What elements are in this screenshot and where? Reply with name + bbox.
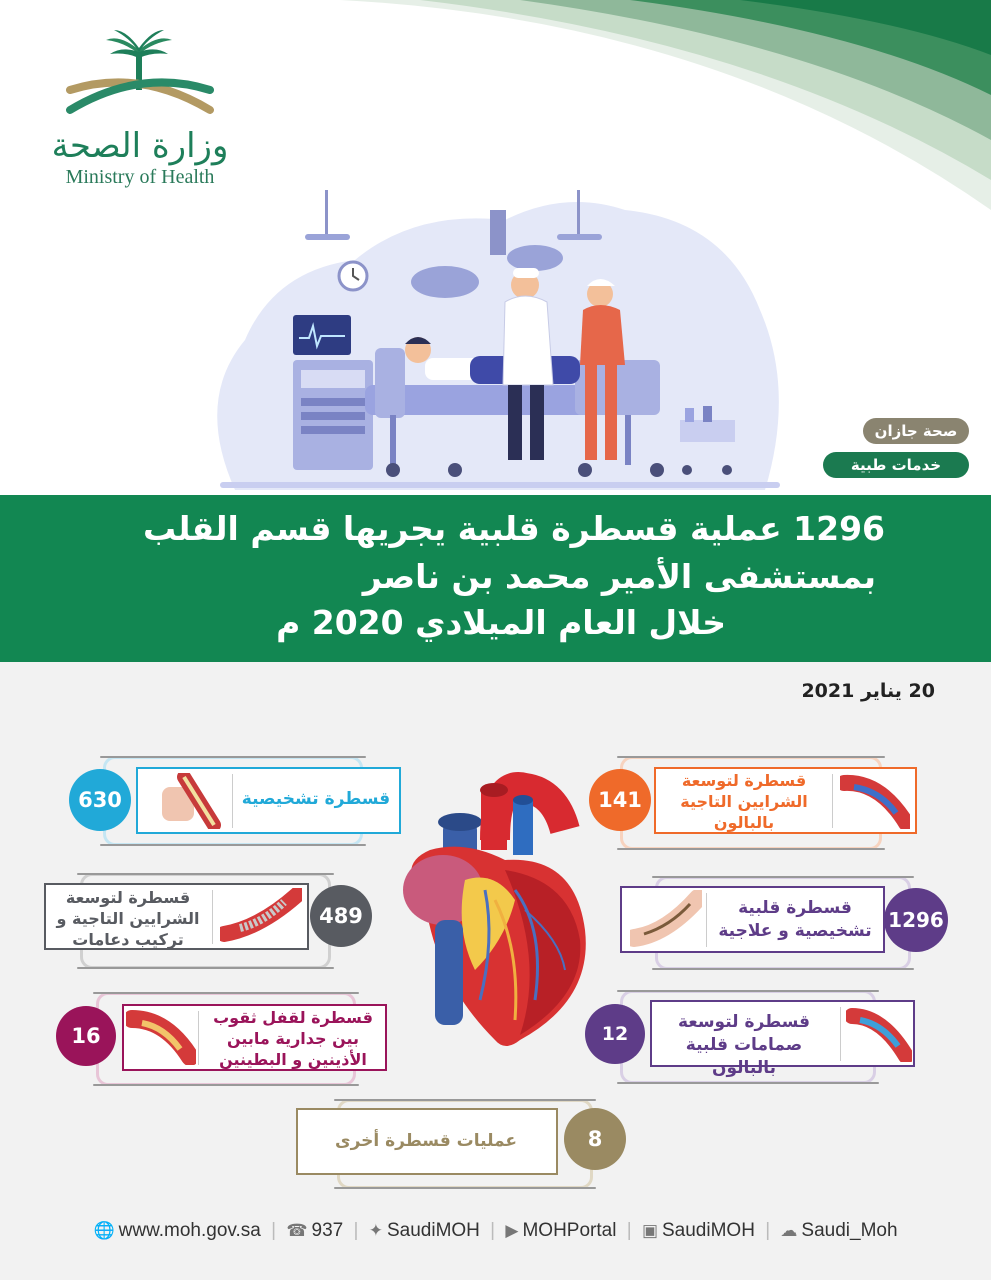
heart-anatomy-icon xyxy=(395,770,605,1060)
card-divider xyxy=(840,1007,841,1061)
decorative-swoosh xyxy=(340,0,991,210)
footer-separator: | xyxy=(626,1220,632,1241)
card-divider xyxy=(212,890,213,944)
footer-separator: | xyxy=(353,1220,359,1241)
card-divider xyxy=(232,774,233,828)
footer-separator: | xyxy=(490,1220,496,1241)
operating-room-illustration xyxy=(205,190,785,495)
globe-icon: 🌐 xyxy=(93,1221,115,1240)
region-tag: صحة جازان xyxy=(863,418,969,444)
stat-value: 489 xyxy=(310,885,372,947)
footer-facebook[interactable]: SaudiMOH xyxy=(662,1220,755,1241)
phone-icon: ☎ xyxy=(286,1221,308,1240)
headline-line-3: خلال العام الميلادي 2020 م xyxy=(276,603,726,642)
stat-label: عمليات قسطرة أخرى xyxy=(334,1131,518,1151)
catheter-vessel-thumbnail-icon xyxy=(630,890,702,948)
card-divider xyxy=(832,774,833,828)
youtube-icon: ▶ xyxy=(505,1221,519,1240)
footer-youtube[interactable]: MOHPortal xyxy=(522,1220,617,1241)
valve-balloon-thumbnail-icon xyxy=(846,1006,912,1062)
headline-line-2: بمستشفى الأمير محمد بن ناصر xyxy=(362,557,876,596)
stat-label: قسطرة تشخيصية xyxy=(241,789,391,809)
stat-value: 1296 xyxy=(884,888,948,952)
footer-twitter[interactable]: SaudiMOH xyxy=(386,1220,480,1241)
catheter-heart-thumbnail-icon xyxy=(160,773,226,829)
stat-value: 8 xyxy=(564,1108,626,1170)
headline-line-1: 1296 عملية قسطرة قلبية يجريها قسم القلب xyxy=(143,509,885,548)
footer-separator: | xyxy=(271,1220,277,1241)
stat-value: 141 xyxy=(589,769,651,831)
card-divider xyxy=(706,893,707,947)
ministry-logo xyxy=(40,28,240,198)
footer-separator: | xyxy=(765,1220,771,1241)
balloon-catheter-thumbnail-icon xyxy=(840,773,910,829)
stat-label: قسطرة لتوسعة صمامات قلبية بالبالون xyxy=(677,1012,811,1078)
twitter-icon: ✦ xyxy=(368,1221,383,1240)
palm-swords-emblem-icon xyxy=(40,28,240,128)
stat-label: قسطرة لقفل ثقوب بين جدارية مابين الأذينين و البطينين xyxy=(213,1008,373,1069)
stat-label: قسطرة لتوسعة الشرايين التاجية و تركيب دعامات xyxy=(56,888,200,949)
stat-value: 16 xyxy=(56,1006,116,1066)
septal-occluder-thumbnail-icon xyxy=(126,1009,196,1065)
snapchat-icon: ☁ xyxy=(780,1221,798,1240)
card-divider xyxy=(198,1011,199,1065)
footer-snapchat[interactable]: Saudi_Moh xyxy=(801,1220,898,1241)
stat-value: 12 xyxy=(585,1004,645,1064)
footer-phone[interactable]: 937 xyxy=(311,1220,344,1241)
logo-english-text: Ministry of Health xyxy=(65,166,215,188)
footer-website[interactable]: www.moh.gov.sa xyxy=(118,1220,261,1241)
facebook-icon: ▣ xyxy=(641,1221,658,1240)
stat-label: قسطرة لتوسعة الشرايين التاجية بالبالون xyxy=(680,771,808,832)
headline-banner xyxy=(0,495,991,662)
stent-thumbnail-icon xyxy=(220,888,302,944)
footer-contacts xyxy=(0,1220,991,1252)
category-tag: خدمات طبية xyxy=(823,452,969,478)
logo-arabic-text: وزارة الصحة xyxy=(51,126,229,166)
publish-date: 20 يناير 2021 xyxy=(801,680,935,702)
stat-label: قسطرة قلبية تشخيصية و علاجية xyxy=(718,898,872,941)
stat-value: 630 xyxy=(69,769,131,831)
